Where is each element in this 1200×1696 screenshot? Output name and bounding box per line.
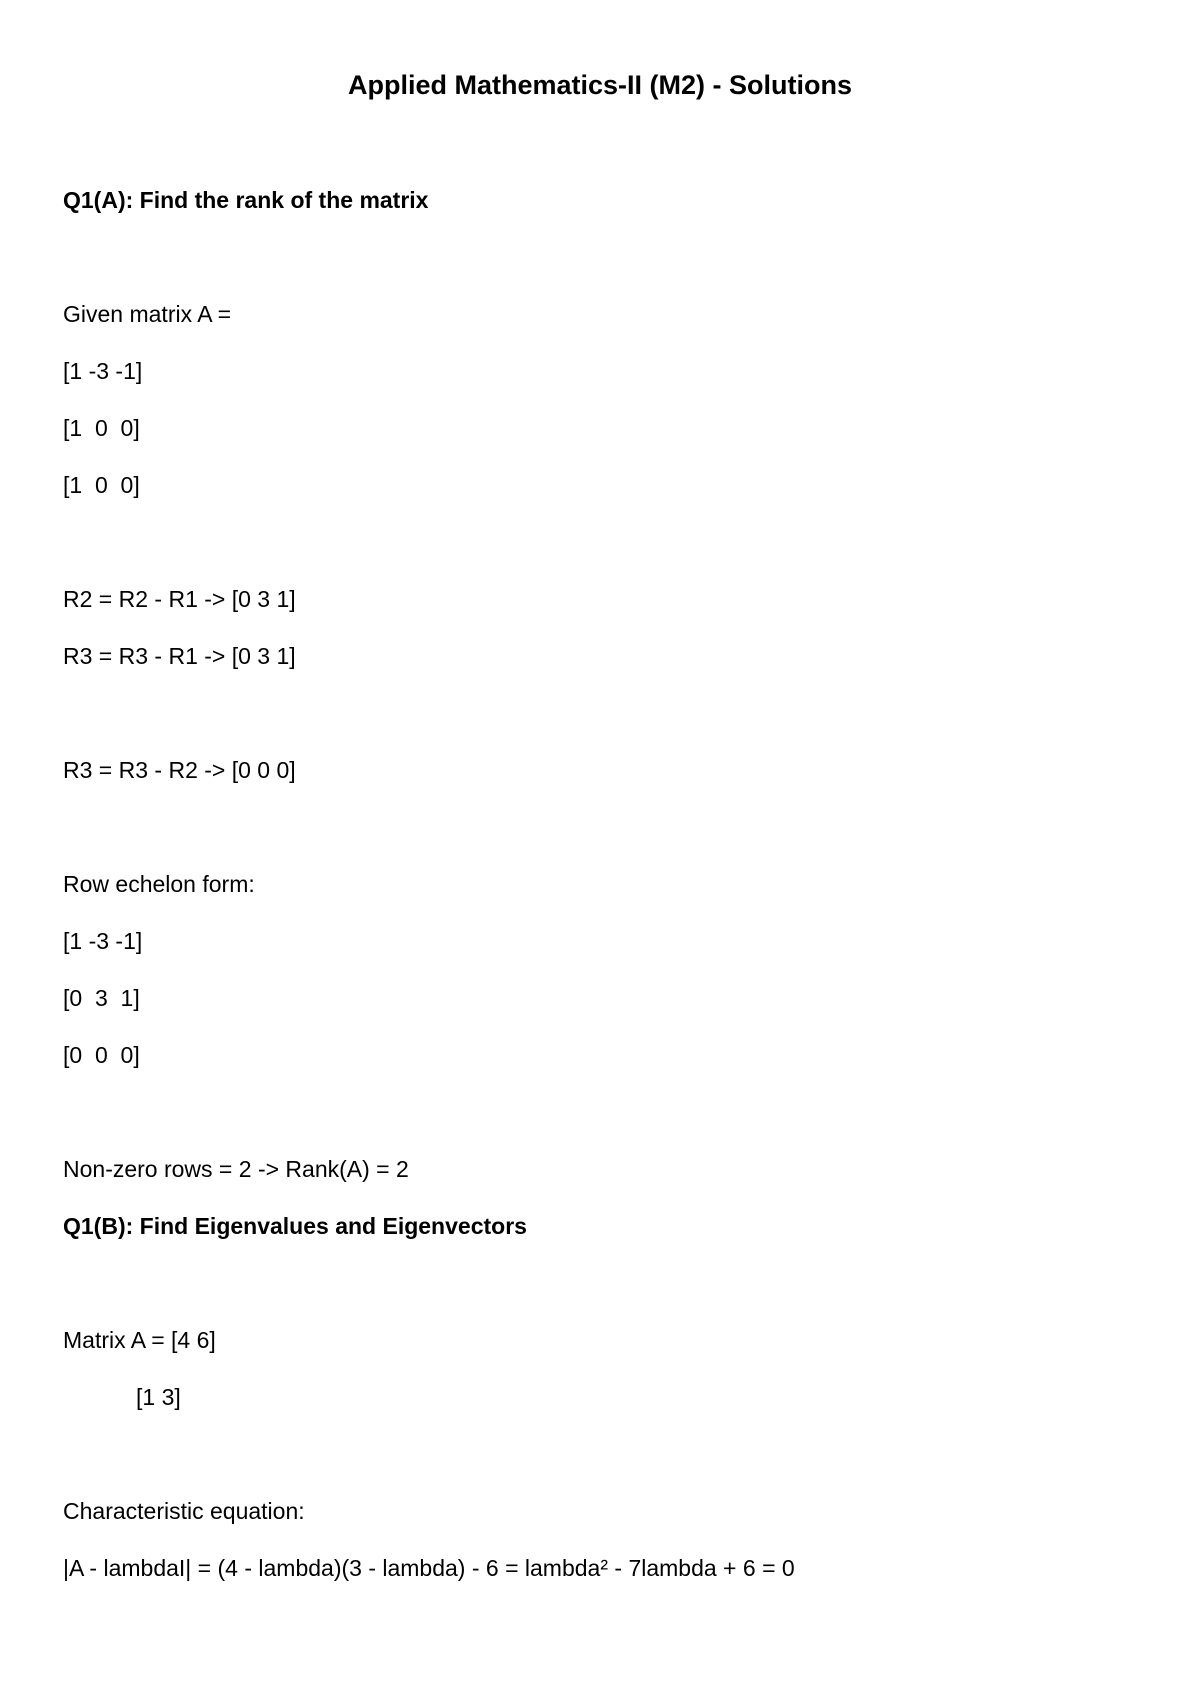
rank-conclusion: Non-zero rows = 2 -> Rank(A) = 2 (63, 1156, 409, 1182)
matrix-a-line-1: Matrix A = [4 6] (63, 1327, 216, 1353)
q1b-heading: Q1(B): Find Eigenvalues and Eigenvectors (63, 1213, 527, 1239)
echelon-row-3: [0 0 0] (63, 1042, 140, 1068)
row-operation-2: R3 = R3 - R1 -> [0 3 1] (63, 643, 296, 669)
document-title: Applied Mathematics-II (M2) - Solutions (347, 70, 853, 100)
row-operation-1: R2 = R2 - R1 -> [0 3 1] (63, 586, 296, 612)
matrix-row-2: [1 0 0] (63, 415, 140, 441)
echelon-row-2: [0 3 1] (63, 985, 140, 1011)
q1a-heading: Q1(A): Find the rank of the matrix (63, 187, 429, 213)
row-operation-3: R3 = R3 - R2 -> [0 0 0] (63, 757, 296, 783)
characteristic-equation-label: Characteristic equation: (63, 1498, 305, 1524)
matrix-row-1: [1 -3 -1] (63, 358, 143, 384)
matrix-row-3: [1 0 0] (63, 472, 140, 498)
echelon-form-label: Row echelon form: (63, 871, 255, 897)
given-matrix-label: Given matrix A = (63, 301, 232, 327)
characteristic-equation: |A - lambdaI| = (4 - lambda)(3 - lambda) - 6 = lambda² - 7lambda + 6 = 0 (63, 1555, 795, 1581)
matrix-a-line-2: [1 3] (136, 1384, 181, 1410)
echelon-row-1: [1 -3 -1] (63, 928, 143, 954)
